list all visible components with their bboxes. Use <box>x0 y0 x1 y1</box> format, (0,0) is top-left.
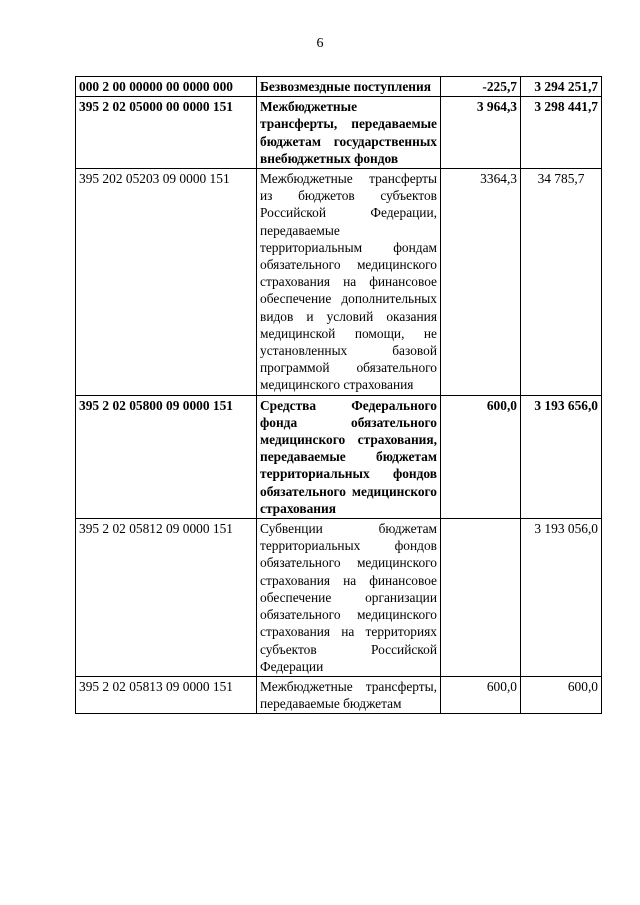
row-code: 395 2 02 05000 00 0000 151 <box>76 97 257 169</box>
row-value-2: 3 193 656,0 <box>521 395 602 518</box>
table-row <box>76 77 602 97</box>
row-code: 395 202 05203 09 0000 151 <box>76 169 257 396</box>
row-value-1: 3364,3 <box>441 169 521 396</box>
table-row <box>76 97 602 169</box>
row-code: 395 2 02 05800 09 0000 151 <box>76 395 257 518</box>
row-value-2: 3 294 251,7 <box>521 77 602 97</box>
row-code: 395 2 02 05813 09 0000 151 <box>76 676 257 713</box>
table-row <box>76 519 602 677</box>
budget-table <box>75 76 602 714</box>
row-value-2: 34 785,7 <box>521 169 602 396</box>
row-code: 395 2 02 05812 09 0000 151 <box>76 519 257 677</box>
row-value-2: 600,0 <box>521 676 602 713</box>
row-value-2: 3 193 056,0 <box>521 519 602 677</box>
row-name: Межбюджетные трансферты из бюджетов субъектов Российской Федерации, передаваемые территориальным фондам обязательного медицинского страхования на финансовое обеспечение дополнительных видов и условий оказания медицинской помощи, не установленных базовой программой обязательного медицинского страхования <box>257 169 441 396</box>
row-code: 000 2 00 00000 00 0000 000 <box>76 77 257 97</box>
row-name: Субвенции бюджетам территориальных фондов обязательного медицинского страхования на финансовое обеспечение организации обязательного медицинского страхования на территориях субъектов Российской Федерации <box>257 519 441 677</box>
page-number: 6 <box>316 36 324 51</box>
row-value-1: 600,0 <box>441 676 521 713</box>
table-row <box>76 169 602 396</box>
row-value-1: 3 964,3 <box>441 97 521 169</box>
row-name: Межбюджетные трансферты, передаваемые бюджетам государственных внебюджетных фондов <box>257 97 441 169</box>
row-value-1: 600,0 <box>441 395 521 518</box>
row-value-1 <box>441 519 521 677</box>
row-name: Безвозмездные поступления <box>257 77 441 97</box>
row-value-2: 3 298 441,7 <box>521 97 602 169</box>
table-row <box>76 395 602 518</box>
row-name: Межбюджетные трансферты, передаваемые бюджетам <box>257 676 441 713</box>
row-name: Средства Федерального фонда обязательного медицинского страхования, передаваемые бюджетам территориальных фондов обязательного медицинского страхования <box>257 395 441 518</box>
row-value-1: -225,7 <box>441 77 521 97</box>
table-row <box>76 676 602 713</box>
